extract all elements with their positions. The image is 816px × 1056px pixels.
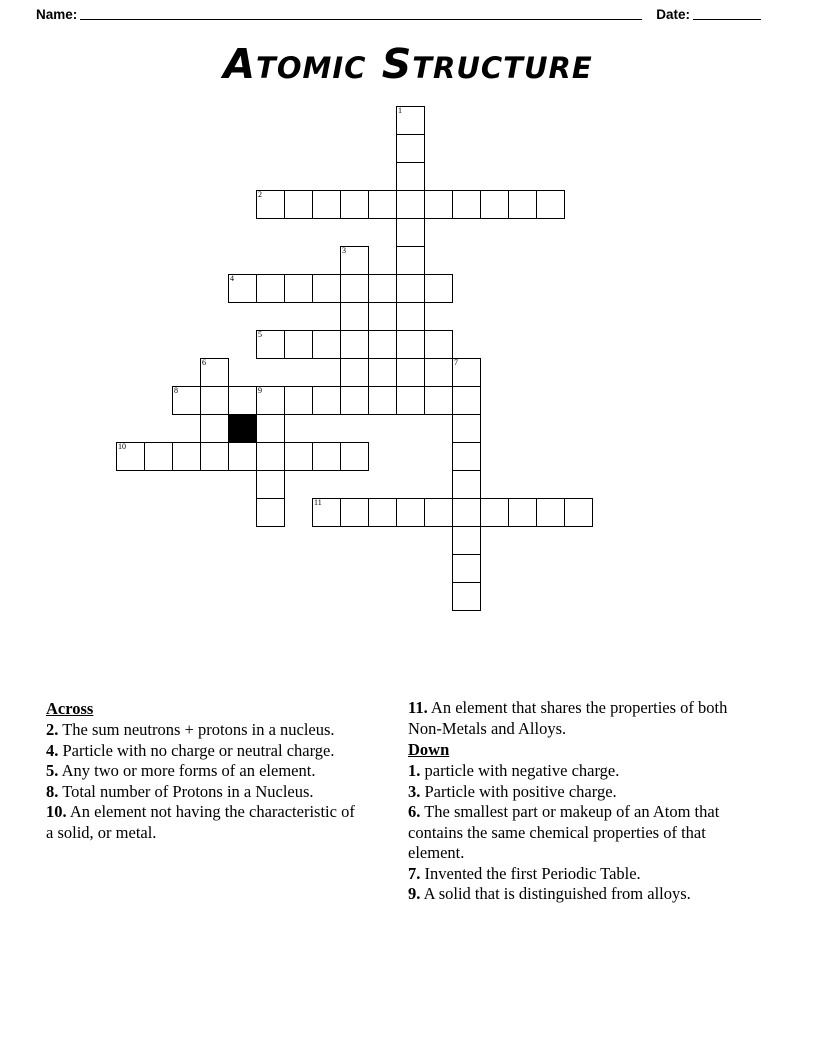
grid-cell[interactable] <box>396 106 425 135</box>
grid-cell[interactable] <box>200 386 229 415</box>
grid-cell[interactable] <box>396 218 425 247</box>
grid-cell[interactable] <box>536 190 565 219</box>
grid-cell[interactable] <box>172 386 201 415</box>
grid-cell[interactable] <box>256 414 285 443</box>
crossword-grid[interactable] <box>0 106 816 696</box>
clue-text: A solid that is distinguished from alloys. <box>420 884 691 903</box>
clues-column-right <box>408 698 753 905</box>
grid-cell[interactable] <box>340 246 369 275</box>
grid-cell[interactable] <box>256 274 285 303</box>
grid-cell[interactable] <box>312 274 341 303</box>
grid-cell[interactable] <box>396 274 425 303</box>
grid-cell[interactable] <box>368 190 397 219</box>
grid-cell[interactable] <box>396 162 425 191</box>
down-clue-6 <box>408 802 753 864</box>
clue-text: Total number of Protons in a Nucleus. <box>58 781 314 801</box>
grid-cell-number: 1 <box>398 106 402 115</box>
grid-cell[interactable] <box>424 190 453 219</box>
date-label: Date: <box>656 6 691 22</box>
across-clue-list-right <box>408 698 753 739</box>
grid-cell[interactable] <box>284 386 313 415</box>
grid-cell[interactable] <box>480 498 509 527</box>
clue-text: Particle with positive charge. <box>420 781 617 801</box>
clue-text: An element that shares the properties of both Non-Metals and Alloys. <box>408 698 728 738</box>
grid-cell[interactable] <box>284 274 313 303</box>
grid-cell[interactable] <box>452 190 481 219</box>
across-heading: Across <box>46 699 94 718</box>
grid-cell[interactable] <box>396 358 425 387</box>
clue-text: The smallest part or makeup of an Atom that contains the same chemical properties of that element. <box>408 802 720 862</box>
down-clue-7 <box>408 864 753 885</box>
across-clue-8 <box>46 782 364 803</box>
grid-cell[interactable] <box>368 386 397 415</box>
grid-cell[interactable] <box>340 358 369 387</box>
grid-cell[interactable] <box>284 190 313 219</box>
grid-cell-number: 5 <box>258 330 262 339</box>
across-clue-5 <box>46 761 364 782</box>
clue-text: Any two or more forms of an element. <box>58 761 316 780</box>
grid-cell-number: 4 <box>230 274 234 283</box>
grid-cell[interactable] <box>424 386 453 415</box>
date-write-line[interactable] <box>693 8 761 20</box>
grid-cell-number: 3 <box>342 246 346 255</box>
grid-cell[interactable] <box>452 498 481 527</box>
grid-cell-number: 6 <box>202 358 206 367</box>
page-title: Atomic Structure <box>223 40 593 88</box>
grid-cell[interactable] <box>200 414 229 443</box>
grid-cell[interactable] <box>200 358 229 387</box>
across-clue-10 <box>46 802 364 843</box>
grid-cell[interactable] <box>508 498 537 527</box>
grid-cell-number: 11 <box>314 498 322 507</box>
grid-cell[interactable] <box>256 386 285 415</box>
grid-cell[interactable] <box>368 274 397 303</box>
grid-cell[interactable] <box>312 190 341 219</box>
grid-cell[interactable] <box>340 330 369 359</box>
grid-cell[interactable] <box>340 274 369 303</box>
clue-number: 7. <box>408 863 421 883</box>
down-clue-3 <box>408 782 753 803</box>
clue-number: 11. <box>408 698 428 717</box>
across-clue-11 <box>408 698 753 739</box>
clue-number: 10. <box>46 802 67 821</box>
clue-number: 6. <box>408 802 421 821</box>
grid-cell[interactable] <box>396 386 425 415</box>
grid-cell-number: 8 <box>174 386 178 395</box>
grid-cell-number: 2 <box>258 190 262 199</box>
worksheet-header <box>0 0 816 28</box>
grid-cell[interactable] <box>340 302 369 331</box>
grid-cell[interactable] <box>368 330 397 359</box>
grid-cell[interactable] <box>452 386 481 415</box>
clue-number: 4. <box>46 740 59 760</box>
clue-text: The sum neutrons + protons in a nucleus. <box>58 720 335 739</box>
grid-cell-number: 10 <box>118 442 126 451</box>
clue-number: 8. <box>46 781 59 801</box>
across-clue-list-left <box>46 720 364 843</box>
grid-cell[interactable] <box>368 498 397 527</box>
grid-cell[interactable] <box>396 330 425 359</box>
grid-cell[interactable] <box>256 442 285 471</box>
clue-text: Particle with no charge or neutral charge. <box>58 740 335 760</box>
grid-cell[interactable] <box>256 498 285 527</box>
grid-cell[interactable] <box>200 442 229 471</box>
grid-cell[interactable] <box>424 274 453 303</box>
grid-cell[interactable] <box>340 190 369 219</box>
grid-cell[interactable] <box>452 470 481 499</box>
grid-cell[interactable] <box>452 442 481 471</box>
grid-cell[interactable] <box>144 442 173 471</box>
clue-text: particle with negative charge. <box>420 761 620 780</box>
clues-column-left <box>46 698 364 843</box>
name-write-line[interactable] <box>80 8 642 20</box>
grid-cell[interactable] <box>228 386 257 415</box>
grid-cell[interactable] <box>228 442 257 471</box>
grid-cell[interactable] <box>312 330 341 359</box>
grid-cell[interactable] <box>396 246 425 275</box>
grid-cell[interactable] <box>452 554 481 583</box>
grid-cell[interactable] <box>564 498 593 527</box>
grid-cell[interactable] <box>396 302 425 331</box>
grid-cell[interactable] <box>228 274 257 303</box>
clue-number: 1. <box>408 761 421 780</box>
grid-cell[interactable] <box>424 498 453 527</box>
grid-cell[interactable] <box>452 526 481 555</box>
grid-cell[interactable] <box>256 330 285 359</box>
grid-cell[interactable] <box>284 330 313 359</box>
clue-number: 3. <box>408 781 421 801</box>
clue-number: 9. <box>408 884 421 903</box>
grid-cell[interactable] <box>340 498 369 527</box>
name-label: Name: <box>36 6 78 22</box>
grid-cell[interactable] <box>312 498 341 527</box>
grid-cell[interactable] <box>312 386 341 415</box>
grid-cell[interactable] <box>256 470 285 499</box>
grid-cell[interactable] <box>256 190 285 219</box>
clue-text: An element not having the characteristic of a solid, or metal. <box>46 802 355 842</box>
clue-number: 5. <box>46 761 59 780</box>
grid-cell[interactable] <box>172 442 201 471</box>
down-clue-9 <box>408 884 753 905</box>
grid-cell[interactable] <box>452 582 481 611</box>
grid-cell[interactable] <box>452 358 481 387</box>
grid-cell[interactable] <box>312 442 341 471</box>
grid-cell[interactable] <box>536 498 565 527</box>
down-clue-1 <box>408 761 753 782</box>
grid-cell[interactable] <box>480 190 509 219</box>
grid-cell[interactable] <box>424 330 453 359</box>
down-clue-list <box>408 761 753 905</box>
grid-cell[interactable] <box>452 414 481 443</box>
grid-cell[interactable] <box>284 442 313 471</box>
clues-area <box>0 698 816 958</box>
grid-cell[interactable] <box>340 386 369 415</box>
grid-cell[interactable] <box>396 190 425 219</box>
clue-text: Invented the first Periodic Table. <box>420 863 641 883</box>
grid-cell[interactable] <box>396 134 425 163</box>
grid-cell-number: 9 <box>258 386 262 395</box>
down-heading: Down <box>408 740 450 759</box>
grid-cell-number: 7 <box>454 358 458 367</box>
grid-cell[interactable] <box>508 190 537 219</box>
grid-cell[interactable] <box>396 498 425 527</box>
clue-number: 2. <box>46 720 59 739</box>
grid-block <box>228 414 257 443</box>
across-clue-2 <box>46 720 364 741</box>
across-clue-4 <box>46 741 364 762</box>
grid-cell[interactable] <box>116 442 145 471</box>
grid-cell[interactable] <box>340 442 369 471</box>
